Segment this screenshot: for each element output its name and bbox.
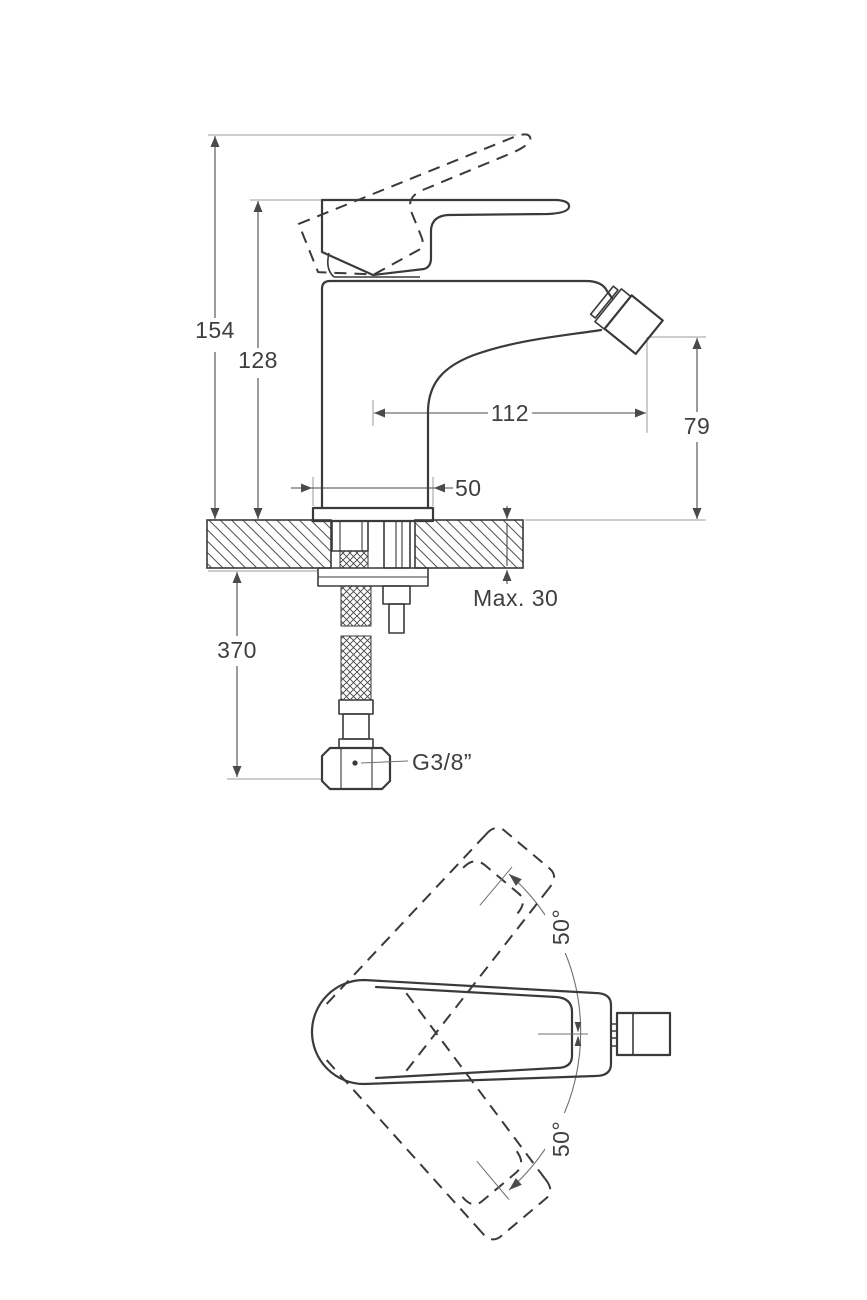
dim-spout-reach-label: 112 xyxy=(490,400,530,426)
handle-open-position xyxy=(299,131,556,293)
aerator-top xyxy=(617,1013,670,1055)
handle-rotated-down xyxy=(327,993,565,1249)
extension-lines xyxy=(208,135,706,779)
faucet-body xyxy=(313,253,663,521)
handle-side xyxy=(322,200,569,275)
base-plate xyxy=(313,508,433,521)
dim-base-width-label: 50 xyxy=(455,475,482,501)
threaded-stud xyxy=(384,521,410,568)
hose-fitting xyxy=(332,521,368,551)
hose-hex-nut xyxy=(322,748,390,789)
aerator-outlet xyxy=(589,283,663,355)
dim-swing-up-label: 50° xyxy=(548,908,574,946)
leader-dot xyxy=(352,760,357,765)
dim-total-height-label: 154 xyxy=(195,317,235,343)
dim-body-height-label: 128 xyxy=(238,347,278,373)
dim-spout-height-label: 79 xyxy=(683,413,711,439)
dimensions-side xyxy=(195,136,710,777)
flexible-hose xyxy=(341,586,371,626)
handle-top xyxy=(312,980,670,1084)
side-view xyxy=(195,131,710,789)
dim-hose-length-label: 370 xyxy=(217,637,257,663)
handle-rotated-up xyxy=(327,815,565,1071)
dim-deck-thickness-label: Max. 30 xyxy=(473,585,559,611)
dim-swing-down-label: 50° xyxy=(548,1120,574,1158)
top-view xyxy=(312,815,670,1250)
dim-supply-thread-label: G3/8” xyxy=(412,749,473,775)
